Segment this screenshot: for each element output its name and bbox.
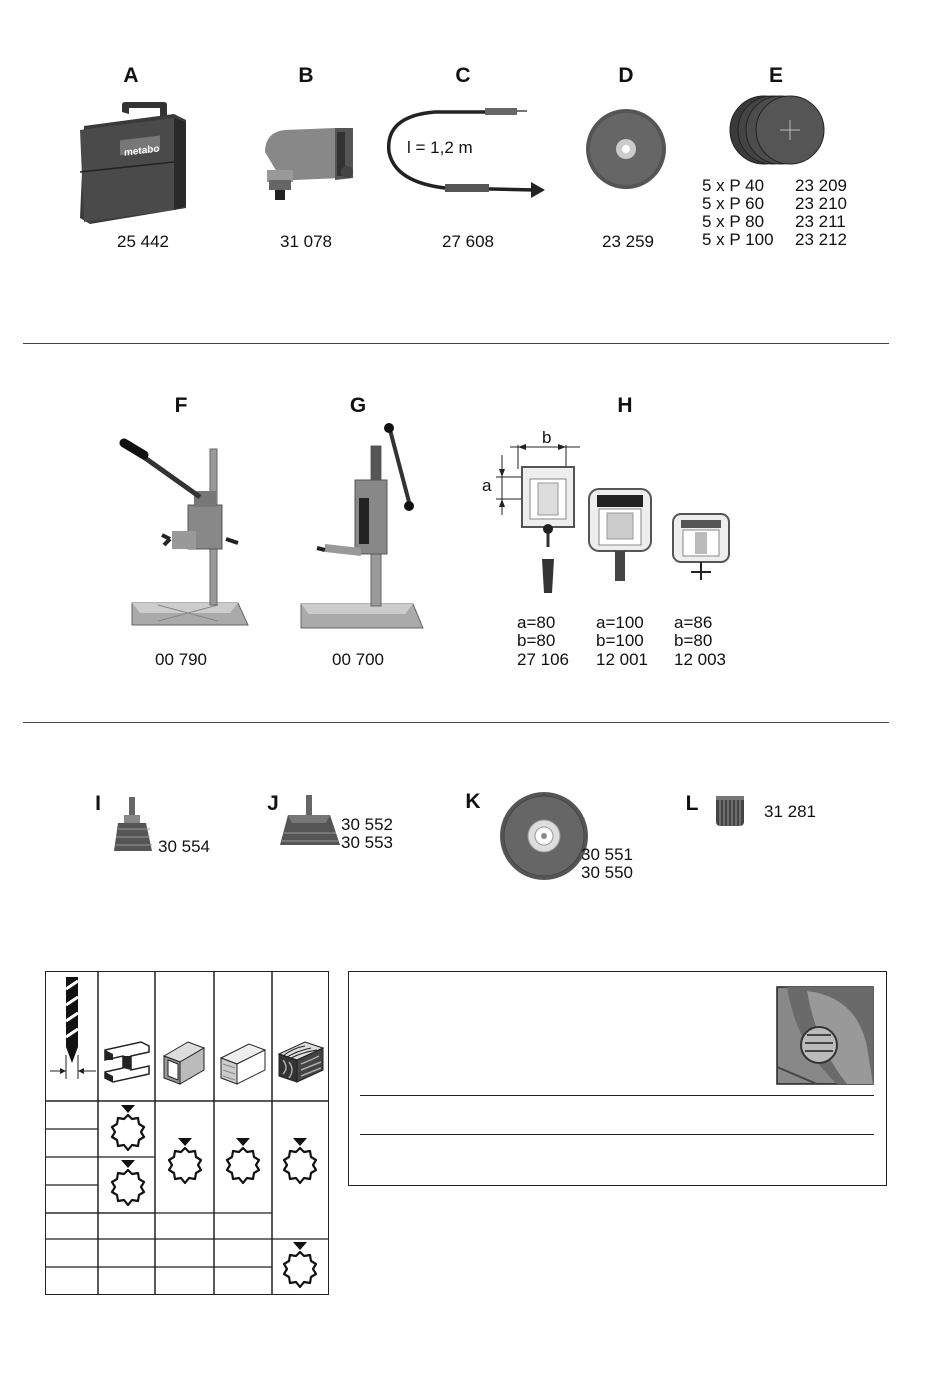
vise-small-image	[669, 510, 734, 585]
case-logo-text: metabo	[124, 143, 160, 159]
vise-2-b: b=100	[596, 631, 644, 650]
speed-dial-icon	[218, 1136, 268, 1192]
label-a: A	[123, 64, 139, 87]
code-a: 25 442	[117, 232, 169, 251]
label-h: H	[617, 394, 633, 417]
wood-grain-icon	[275, 1038, 327, 1086]
drill-stand-g-image	[295, 420, 430, 645]
speed-dial-icon	[275, 1136, 325, 1192]
dim-label-a: a	[482, 476, 492, 495]
code-b: 31 078	[280, 232, 332, 251]
angle-attachment-image	[255, 122, 365, 204]
shaft-length-note: l = 1,2 m	[407, 138, 473, 157]
speed-dial-icon	[103, 1158, 153, 1214]
info-line-2	[360, 1134, 874, 1135]
code-j-1: 30 552	[341, 815, 393, 834]
label-c: C	[455, 64, 471, 87]
label-f: F	[174, 394, 188, 417]
wheel-brush-image	[498, 790, 590, 882]
carry-case-image	[74, 100, 194, 225]
label-i: I	[95, 792, 101, 815]
label-g: G	[349, 394, 367, 417]
disc-code-3: 23 211	[795, 212, 846, 231]
disc-code-2: 23 210	[795, 194, 847, 213]
disc-grit-1: 5 x P 40	[702, 176, 765, 195]
dim-label-b: b	[542, 428, 552, 447]
speed-dial-icon	[103, 1103, 153, 1159]
label-l: L	[685, 792, 699, 815]
vise-2-a: a=100	[596, 613, 644, 632]
code-k-2: 30 550	[581, 863, 633, 882]
vise-2-code: 12 001	[596, 650, 648, 669]
code-k-1: 30 551	[581, 845, 633, 864]
speed-dial-photo	[777, 987, 873, 1084]
steel-beam-icon	[101, 1040, 153, 1086]
code-d: 23 259	[602, 232, 654, 251]
vise-3-a: a=86	[674, 613, 713, 632]
vise-1-b: b=80	[517, 631, 556, 650]
disc-code-1: 23 209	[795, 176, 847, 195]
vise-3-b: b=80	[674, 631, 713, 650]
disc-grit-3: 5 x P 80	[702, 212, 765, 231]
info-line-1	[360, 1095, 874, 1096]
vise-medium-image	[585, 485, 655, 585]
code-c: 27 608	[442, 232, 494, 251]
divider-2	[23, 722, 889, 723]
metal-tube-icon	[158, 1038, 210, 1088]
backing-pad-image	[584, 107, 668, 191]
vise-1-a: a=80	[517, 613, 556, 632]
end-brush-image	[110, 795, 156, 857]
bar-stock-icon	[217, 1040, 269, 1086]
label-k: K	[465, 790, 481, 813]
cup-brush-image	[278, 795, 342, 853]
divider-1	[23, 343, 889, 344]
code-l: 31 281	[764, 802, 816, 821]
code-f: 00 790	[155, 650, 207, 669]
vise-1-code: 27 106	[517, 650, 569, 669]
speed-dial-icon	[275, 1240, 325, 1296]
label-j: J	[267, 792, 279, 815]
label-d: D	[618, 64, 634, 87]
code-j-2: 30 553	[341, 833, 393, 852]
code-i: 30 554	[158, 837, 210, 856]
label-e: E	[768, 64, 784, 87]
adapter-nut-image	[714, 794, 746, 828]
disc-code-4: 23 212	[795, 230, 847, 249]
label-b: B	[298, 64, 314, 87]
code-g: 00 700	[332, 650, 384, 669]
disc-grit-2: 5 x P 60	[702, 194, 765, 213]
disc-grit-4: 5 x P 100	[702, 230, 774, 249]
drill-bit-icon	[48, 975, 98, 1081]
speed-dial-icon	[160, 1136, 210, 1192]
vise-3-code: 12 003	[674, 650, 726, 669]
vise-dimension-diagram	[480, 425, 580, 605]
drill-stand-f-image	[118, 435, 253, 645]
sanding-discs-image	[722, 92, 832, 172]
